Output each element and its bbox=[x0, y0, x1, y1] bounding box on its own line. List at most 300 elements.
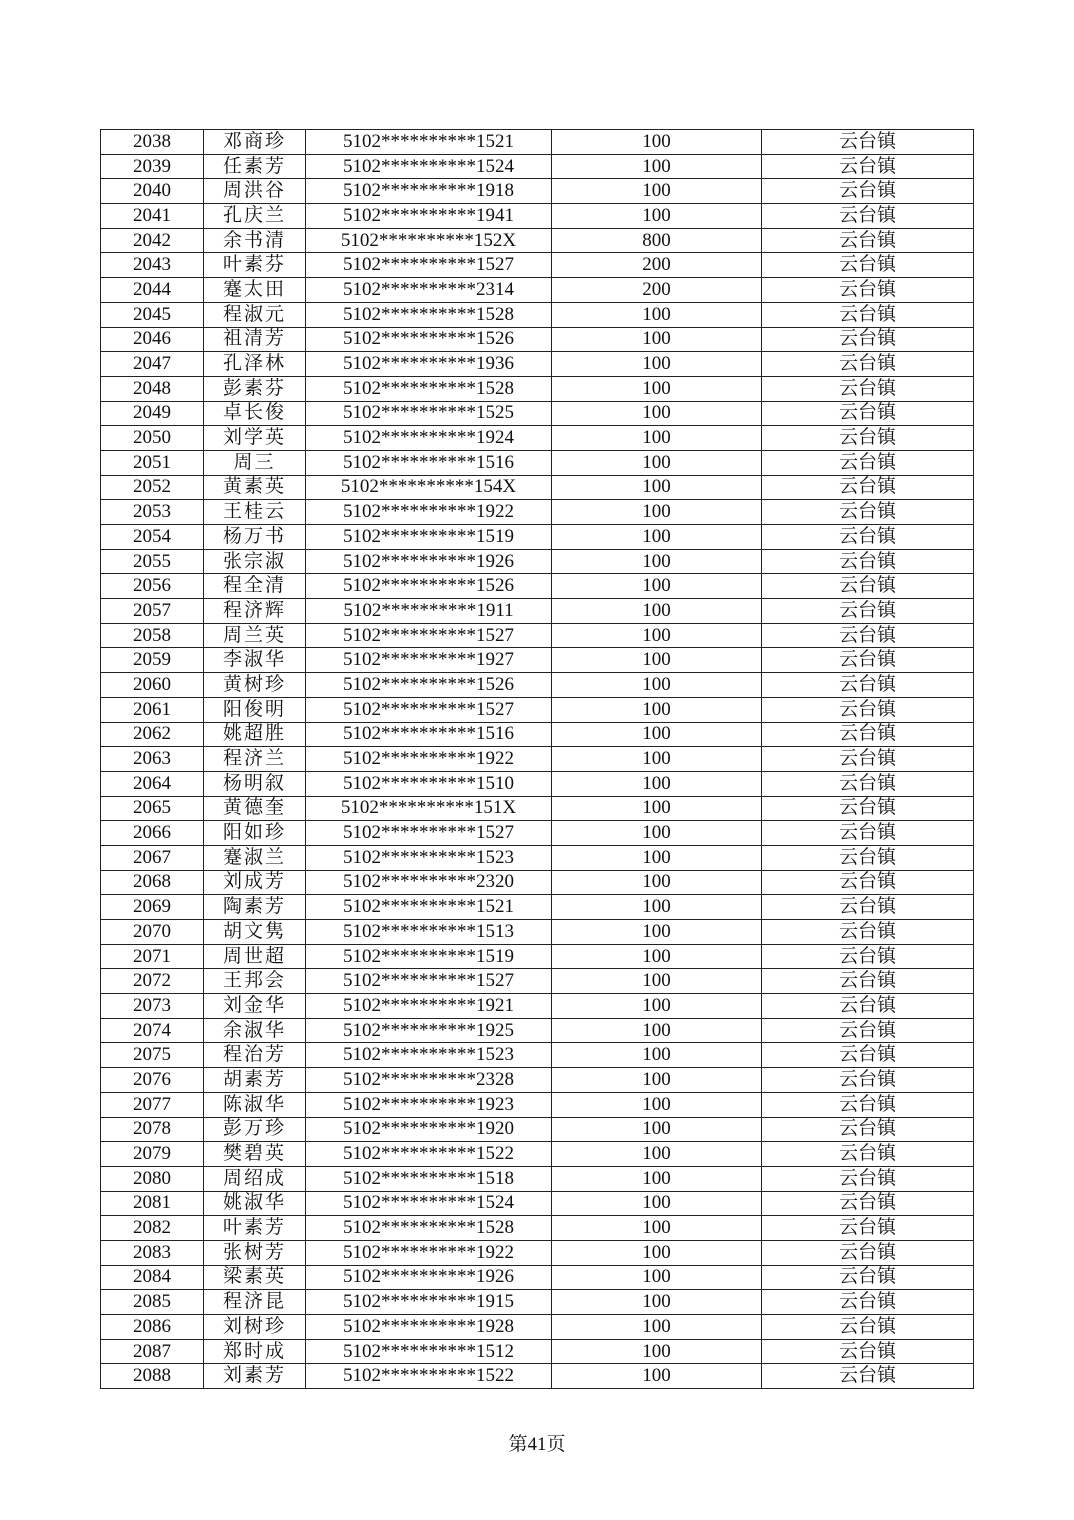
town-cell: 云台镇 bbox=[762, 327, 974, 352]
table-row bbox=[101, 771, 974, 796]
amount-cell: 100 bbox=[552, 1265, 762, 1290]
amount-cell: 100 bbox=[552, 549, 762, 574]
id-number-cell: 5102**********1522 bbox=[306, 1142, 552, 1167]
name-cell: 余书清 bbox=[204, 228, 306, 253]
table-row bbox=[101, 327, 974, 352]
serial-number-cell: 2088 bbox=[101, 1364, 204, 1389]
amount-cell: 100 bbox=[552, 771, 762, 796]
serial-number-cell: 2064 bbox=[101, 771, 204, 796]
name-cell: 黄素英 bbox=[204, 475, 306, 500]
town-cell: 云台镇 bbox=[762, 1265, 974, 1290]
name-cell: 胡素芳 bbox=[204, 1068, 306, 1093]
serial-number-cell: 2041 bbox=[101, 204, 204, 229]
id-number-cell: 5102**********1523 bbox=[306, 1043, 552, 1068]
id-number-cell: 5102**********1528 bbox=[306, 302, 552, 327]
town-cell: 云台镇 bbox=[762, 648, 974, 673]
name-cell: 程济辉 bbox=[204, 599, 306, 624]
serial-number-cell: 2061 bbox=[101, 697, 204, 722]
amount-cell: 100 bbox=[552, 895, 762, 920]
id-number-cell: 5102**********1924 bbox=[306, 426, 552, 451]
town-cell: 云台镇 bbox=[762, 426, 974, 451]
amount-cell: 100 bbox=[552, 821, 762, 846]
table-row bbox=[101, 574, 974, 599]
amount-cell: 100 bbox=[552, 1216, 762, 1241]
serial-number-cell: 2079 bbox=[101, 1142, 204, 1167]
amount-cell: 100 bbox=[552, 302, 762, 327]
serial-number-cell: 2073 bbox=[101, 994, 204, 1019]
name-cell: 黄树珍 bbox=[204, 673, 306, 698]
table-row bbox=[101, 253, 974, 278]
table-row bbox=[101, 599, 974, 624]
table-row bbox=[101, 697, 974, 722]
table-row bbox=[101, 648, 974, 673]
table-row bbox=[101, 179, 974, 204]
name-cell: 阳俊明 bbox=[204, 697, 306, 722]
serial-number-cell: 2040 bbox=[101, 179, 204, 204]
id-number-cell: 5102**********1911 bbox=[306, 599, 552, 624]
name-cell: 杨明叙 bbox=[204, 771, 306, 796]
id-number-cell: 5102**********154X bbox=[306, 475, 552, 500]
amount-cell: 100 bbox=[552, 1117, 762, 1142]
name-cell: 刘学英 bbox=[204, 426, 306, 451]
name-cell: 姚淑华 bbox=[204, 1191, 306, 1216]
table-row bbox=[101, 204, 974, 229]
town-cell: 云台镇 bbox=[762, 1216, 974, 1241]
table-row bbox=[101, 1290, 974, 1315]
name-cell: 任素芳 bbox=[204, 154, 306, 179]
amount-cell: 100 bbox=[552, 796, 762, 821]
id-number-cell: 5102**********1928 bbox=[306, 1315, 552, 1340]
amount-cell: 100 bbox=[552, 722, 762, 747]
table-row bbox=[101, 920, 974, 945]
name-cell: 陶素芳 bbox=[204, 895, 306, 920]
town-cell: 云台镇 bbox=[762, 895, 974, 920]
town-cell: 云台镇 bbox=[762, 574, 974, 599]
serial-number-cell: 2069 bbox=[101, 895, 204, 920]
table-row bbox=[101, 1068, 974, 1093]
table-row bbox=[101, 352, 974, 377]
town-cell: 云台镇 bbox=[762, 204, 974, 229]
amount-cell: 100 bbox=[552, 525, 762, 550]
table-row bbox=[101, 796, 974, 821]
amount-cell: 100 bbox=[552, 450, 762, 475]
name-cell: 程治芳 bbox=[204, 1043, 306, 1068]
id-number-cell: 5102**********151X bbox=[306, 796, 552, 821]
town-cell: 云台镇 bbox=[762, 549, 974, 574]
id-number-cell: 5102**********1526 bbox=[306, 574, 552, 599]
amount-cell: 100 bbox=[552, 574, 762, 599]
table-row bbox=[101, 1315, 974, 1340]
table-row bbox=[101, 821, 974, 846]
town-cell: 云台镇 bbox=[762, 1240, 974, 1265]
table-row bbox=[101, 302, 974, 327]
id-number-cell: 5102**********1513 bbox=[306, 920, 552, 945]
serial-number-cell: 2048 bbox=[101, 376, 204, 401]
name-cell: 周兰英 bbox=[204, 623, 306, 648]
amount-cell: 100 bbox=[552, 1315, 762, 1340]
amount-cell: 100 bbox=[552, 426, 762, 451]
town-cell: 云台镇 bbox=[762, 352, 974, 377]
amount-cell: 100 bbox=[552, 475, 762, 500]
id-number-cell: 5102**********1516 bbox=[306, 450, 552, 475]
id-number-cell: 5102**********1512 bbox=[306, 1339, 552, 1364]
name-cell: 樊碧英 bbox=[204, 1142, 306, 1167]
amount-cell: 100 bbox=[552, 1068, 762, 1093]
serial-number-cell: 2050 bbox=[101, 426, 204, 451]
name-cell: 刘金华 bbox=[204, 994, 306, 1019]
id-number-cell: 5102**********1527 bbox=[306, 697, 552, 722]
id-number-cell: 5102**********1925 bbox=[306, 1018, 552, 1043]
serial-number-cell: 2072 bbox=[101, 969, 204, 994]
id-number-cell: 5102**********1926 bbox=[306, 1265, 552, 1290]
serial-number-cell: 2083 bbox=[101, 1240, 204, 1265]
id-number-cell: 5102**********1527 bbox=[306, 253, 552, 278]
serial-number-cell: 2068 bbox=[101, 870, 204, 895]
table-row bbox=[101, 895, 974, 920]
name-cell: 阳如珍 bbox=[204, 821, 306, 846]
amount-cell: 100 bbox=[552, 376, 762, 401]
town-cell: 云台镇 bbox=[762, 1290, 974, 1315]
id-number-cell: 5102**********1918 bbox=[306, 179, 552, 204]
town-cell: 云台镇 bbox=[762, 944, 974, 969]
table-row bbox=[101, 673, 974, 698]
id-number-cell: 5102**********1936 bbox=[306, 352, 552, 377]
id-number-cell: 5102**********1926 bbox=[306, 549, 552, 574]
serial-number-cell: 2038 bbox=[101, 130, 204, 155]
town-cell: 云台镇 bbox=[762, 722, 974, 747]
name-cell: 余淑华 bbox=[204, 1018, 306, 1043]
town-cell: 云台镇 bbox=[762, 376, 974, 401]
id-number-cell: 5102**********1526 bbox=[306, 327, 552, 352]
name-cell: 黄德奎 bbox=[204, 796, 306, 821]
table-row bbox=[101, 1364, 974, 1389]
town-cell: 云台镇 bbox=[762, 525, 974, 550]
table-row bbox=[101, 845, 974, 870]
id-number-cell: 5102**********2328 bbox=[306, 1068, 552, 1093]
id-number-cell: 5102**********2314 bbox=[306, 278, 552, 303]
serial-number-cell: 2051 bbox=[101, 450, 204, 475]
serial-number-cell: 2084 bbox=[101, 1265, 204, 1290]
table-row bbox=[101, 278, 974, 303]
name-cell: 蹇太田 bbox=[204, 278, 306, 303]
amount-cell: 100 bbox=[552, 154, 762, 179]
serial-number-cell: 2085 bbox=[101, 1290, 204, 1315]
amount-cell: 100 bbox=[552, 599, 762, 624]
table-row bbox=[101, 500, 974, 525]
serial-number-cell: 2053 bbox=[101, 500, 204, 525]
name-cell: 郑时成 bbox=[204, 1339, 306, 1364]
town-cell: 云台镇 bbox=[762, 994, 974, 1019]
data-table bbox=[100, 129, 974, 1389]
id-number-cell: 5102**********1525 bbox=[306, 401, 552, 426]
serial-number-cell: 2077 bbox=[101, 1092, 204, 1117]
table-row bbox=[101, 1265, 974, 1290]
name-cell: 彭万珍 bbox=[204, 1117, 306, 1142]
name-cell: 叶素芳 bbox=[204, 1216, 306, 1241]
town-cell: 云台镇 bbox=[762, 450, 974, 475]
amount-cell: 100 bbox=[552, 870, 762, 895]
serial-number-cell: 2059 bbox=[101, 648, 204, 673]
table-row bbox=[101, 376, 974, 401]
table-row bbox=[101, 450, 974, 475]
name-cell: 蹇淑兰 bbox=[204, 845, 306, 870]
id-number-cell: 5102**********1927 bbox=[306, 648, 552, 673]
amount-cell: 100 bbox=[552, 1166, 762, 1191]
town-cell: 云台镇 bbox=[762, 796, 974, 821]
town-cell: 云台镇 bbox=[762, 771, 974, 796]
table-row bbox=[101, 426, 974, 451]
name-cell: 刘树珍 bbox=[204, 1315, 306, 1340]
serial-number-cell: 2052 bbox=[101, 475, 204, 500]
id-number-cell: 5102**********1527 bbox=[306, 969, 552, 994]
table-row bbox=[101, 475, 974, 500]
name-cell: 周世超 bbox=[204, 944, 306, 969]
id-number-cell: 5102**********2320 bbox=[306, 870, 552, 895]
town-cell: 云台镇 bbox=[762, 697, 974, 722]
amount-cell: 100 bbox=[552, 697, 762, 722]
name-cell: 祖清芳 bbox=[204, 327, 306, 352]
serial-number-cell: 2042 bbox=[101, 228, 204, 253]
town-cell: 云台镇 bbox=[762, 747, 974, 772]
amount-cell: 100 bbox=[552, 401, 762, 426]
name-cell: 彭素芬 bbox=[204, 376, 306, 401]
town-cell: 云台镇 bbox=[762, 154, 974, 179]
name-cell: 张宗淑 bbox=[204, 549, 306, 574]
id-number-cell: 5102**********1920 bbox=[306, 1117, 552, 1142]
id-number-cell: 5102**********1524 bbox=[306, 1191, 552, 1216]
amount-cell: 100 bbox=[552, 204, 762, 229]
town-cell: 云台镇 bbox=[762, 870, 974, 895]
name-cell: 梁素英 bbox=[204, 1265, 306, 1290]
town-cell: 云台镇 bbox=[762, 179, 974, 204]
id-number-cell: 5102**********1923 bbox=[306, 1092, 552, 1117]
town-cell: 云台镇 bbox=[762, 1364, 974, 1389]
id-number-cell: 5102**********152X bbox=[306, 228, 552, 253]
table-row bbox=[101, 1142, 974, 1167]
name-cell: 陈淑华 bbox=[204, 1092, 306, 1117]
serial-number-cell: 2071 bbox=[101, 944, 204, 969]
table-row bbox=[101, 722, 974, 747]
id-number-cell: 5102**********1519 bbox=[306, 944, 552, 969]
town-cell: 云台镇 bbox=[762, 1191, 974, 1216]
town-cell: 云台镇 bbox=[762, 1142, 974, 1167]
amount-cell: 100 bbox=[552, 673, 762, 698]
table-row bbox=[101, 944, 974, 969]
table-row bbox=[101, 525, 974, 550]
id-number-cell: 5102**********1922 bbox=[306, 747, 552, 772]
name-cell: 周绍成 bbox=[204, 1166, 306, 1191]
page-number: 第41页 bbox=[508, 1434, 566, 1455]
serial-number-cell: 2074 bbox=[101, 1018, 204, 1043]
amount-cell: 100 bbox=[552, 327, 762, 352]
id-number-cell: 5102**********1922 bbox=[306, 1240, 552, 1265]
town-cell: 云台镇 bbox=[762, 673, 974, 698]
id-number-cell: 5102**********1527 bbox=[306, 821, 552, 846]
table-body bbox=[101, 130, 974, 1389]
serial-number-cell: 2046 bbox=[101, 327, 204, 352]
serial-number-cell: 2086 bbox=[101, 1315, 204, 1340]
town-cell: 云台镇 bbox=[762, 1315, 974, 1340]
table-row bbox=[101, 1092, 974, 1117]
table-row bbox=[101, 870, 974, 895]
name-cell: 刘素芳 bbox=[204, 1364, 306, 1389]
amount-cell: 100 bbox=[552, 845, 762, 870]
amount-cell: 100 bbox=[552, 1240, 762, 1265]
town-cell: 云台镇 bbox=[762, 475, 974, 500]
table-row bbox=[101, 747, 974, 772]
name-cell: 张树芳 bbox=[204, 1240, 306, 1265]
id-number-cell: 5102**********1510 bbox=[306, 771, 552, 796]
serial-number-cell: 2067 bbox=[101, 845, 204, 870]
name-cell: 孔庆兰 bbox=[204, 204, 306, 229]
amount-cell: 100 bbox=[552, 920, 762, 945]
town-cell: 云台镇 bbox=[762, 623, 974, 648]
amount-cell: 100 bbox=[552, 352, 762, 377]
amount-cell: 100 bbox=[552, 1018, 762, 1043]
amount-cell: 100 bbox=[552, 1043, 762, 1068]
name-cell: 王邦会 bbox=[204, 969, 306, 994]
table-row bbox=[101, 154, 974, 179]
name-cell: 姚超胜 bbox=[204, 722, 306, 747]
name-cell: 程济兰 bbox=[204, 747, 306, 772]
town-cell: 云台镇 bbox=[762, 1092, 974, 1117]
town-cell: 云台镇 bbox=[762, 228, 974, 253]
id-number-cell: 5102**********1921 bbox=[306, 994, 552, 1019]
amount-cell: 200 bbox=[552, 253, 762, 278]
table-row bbox=[101, 623, 974, 648]
town-cell: 云台镇 bbox=[762, 500, 974, 525]
amount-cell: 100 bbox=[552, 1364, 762, 1389]
table-row bbox=[101, 1240, 974, 1265]
table-row bbox=[101, 401, 974, 426]
serial-number-cell: 2060 bbox=[101, 673, 204, 698]
id-number-cell: 5102**********1922 bbox=[306, 500, 552, 525]
amount-cell: 100 bbox=[552, 969, 762, 994]
id-number-cell: 5102**********1528 bbox=[306, 376, 552, 401]
serial-number-cell: 2057 bbox=[101, 599, 204, 624]
table-row bbox=[101, 1339, 974, 1364]
serial-number-cell: 2081 bbox=[101, 1191, 204, 1216]
amount-cell: 100 bbox=[552, 130, 762, 155]
amount-cell: 100 bbox=[552, 944, 762, 969]
serial-number-cell: 2055 bbox=[101, 549, 204, 574]
name-cell: 胡文隽 bbox=[204, 920, 306, 945]
town-cell: 云台镇 bbox=[762, 969, 974, 994]
name-cell: 杨万书 bbox=[204, 525, 306, 550]
town-cell: 云台镇 bbox=[762, 253, 974, 278]
id-number-cell: 5102**********1528 bbox=[306, 1216, 552, 1241]
town-cell: 云台镇 bbox=[762, 1117, 974, 1142]
table-row bbox=[101, 1166, 974, 1191]
id-number-cell: 5102**********1521 bbox=[306, 130, 552, 155]
town-cell: 云台镇 bbox=[762, 302, 974, 327]
id-number-cell: 5102**********1527 bbox=[306, 623, 552, 648]
name-cell: 周洪谷 bbox=[204, 179, 306, 204]
amount-cell: 100 bbox=[552, 994, 762, 1019]
town-cell: 云台镇 bbox=[762, 401, 974, 426]
name-cell: 卓长俊 bbox=[204, 401, 306, 426]
serial-number-cell: 2039 bbox=[101, 154, 204, 179]
amount-cell: 100 bbox=[552, 648, 762, 673]
serial-number-cell: 2080 bbox=[101, 1166, 204, 1191]
name-cell: 程济昆 bbox=[204, 1290, 306, 1315]
town-cell: 云台镇 bbox=[762, 1018, 974, 1043]
table-row bbox=[101, 1191, 974, 1216]
town-cell: 云台镇 bbox=[762, 821, 974, 846]
id-number-cell: 5102**********1941 bbox=[306, 204, 552, 229]
table-row bbox=[101, 1216, 974, 1241]
id-number-cell: 5102**********1524 bbox=[306, 154, 552, 179]
table-row bbox=[101, 549, 974, 574]
id-number-cell: 5102**********1516 bbox=[306, 722, 552, 747]
serial-number-cell: 2063 bbox=[101, 747, 204, 772]
serial-number-cell: 2045 bbox=[101, 302, 204, 327]
name-cell: 程淑元 bbox=[204, 302, 306, 327]
serial-number-cell: 2043 bbox=[101, 253, 204, 278]
amount-cell: 100 bbox=[552, 179, 762, 204]
serial-number-cell: 2056 bbox=[101, 574, 204, 599]
id-number-cell: 5102**********1526 bbox=[306, 673, 552, 698]
serial-number-cell: 2066 bbox=[101, 821, 204, 846]
serial-number-cell: 2078 bbox=[101, 1117, 204, 1142]
id-number-cell: 5102**********1519 bbox=[306, 525, 552, 550]
serial-number-cell: 2058 bbox=[101, 623, 204, 648]
name-cell: 李淑华 bbox=[204, 648, 306, 673]
serial-number-cell: 2070 bbox=[101, 920, 204, 945]
town-cell: 云台镇 bbox=[762, 845, 974, 870]
serial-number-cell: 2082 bbox=[101, 1216, 204, 1241]
table-row bbox=[101, 1018, 974, 1043]
amount-cell: 100 bbox=[552, 500, 762, 525]
town-cell: 云台镇 bbox=[762, 1043, 974, 1068]
town-cell: 云台镇 bbox=[762, 130, 974, 155]
table-row bbox=[101, 1043, 974, 1068]
serial-number-cell: 2044 bbox=[101, 278, 204, 303]
amount-cell: 100 bbox=[552, 1290, 762, 1315]
name-cell: 刘成芳 bbox=[204, 870, 306, 895]
id-number-cell: 5102**********1523 bbox=[306, 845, 552, 870]
amount-cell: 800 bbox=[552, 228, 762, 253]
amount-cell: 100 bbox=[552, 1339, 762, 1364]
name-cell: 邓商珍 bbox=[204, 130, 306, 155]
amount-cell: 200 bbox=[552, 278, 762, 303]
town-cell: 云台镇 bbox=[762, 1166, 974, 1191]
town-cell: 云台镇 bbox=[762, 278, 974, 303]
amount-cell: 100 bbox=[552, 1092, 762, 1117]
serial-number-cell: 2065 bbox=[101, 796, 204, 821]
amount-cell: 100 bbox=[552, 623, 762, 648]
serial-number-cell: 2075 bbox=[101, 1043, 204, 1068]
amount-cell: 100 bbox=[552, 1191, 762, 1216]
amount-cell: 100 bbox=[552, 1142, 762, 1167]
name-cell: 程全清 bbox=[204, 574, 306, 599]
town-cell: 云台镇 bbox=[762, 1068, 974, 1093]
serial-number-cell: 2047 bbox=[101, 352, 204, 377]
serial-number-cell: 2087 bbox=[101, 1339, 204, 1364]
id-number-cell: 5102**********1518 bbox=[306, 1166, 552, 1191]
name-cell: 叶素芬 bbox=[204, 253, 306, 278]
serial-number-cell: 2054 bbox=[101, 525, 204, 550]
id-number-cell: 5102**********1915 bbox=[306, 1290, 552, 1315]
amount-cell: 100 bbox=[552, 747, 762, 772]
table-row bbox=[101, 994, 974, 1019]
id-number-cell: 5102**********1522 bbox=[306, 1364, 552, 1389]
name-cell: 周三 bbox=[204, 450, 306, 475]
table-row bbox=[101, 969, 974, 994]
table-row bbox=[101, 130, 974, 155]
table-row bbox=[101, 228, 974, 253]
table-row bbox=[101, 1117, 974, 1142]
